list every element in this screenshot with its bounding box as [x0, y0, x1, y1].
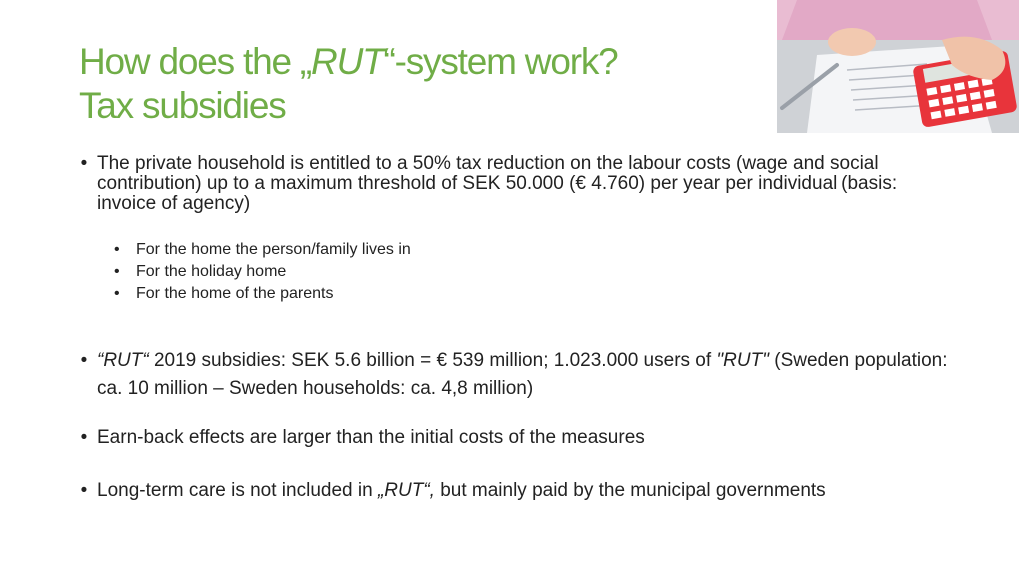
bullet-text: The private household is entitled to a 50% tax reduction on the labour costs (wage and social contribution) up to a maximum threshold of SEK 50.000 (€ 4.760) per year per individual (basis: invoice of agency) [97, 153, 898, 214]
title-line-2: Tax subsidies [79, 85, 286, 126]
sub-bullet-holiday-home: • For the holiday home [114, 263, 287, 280]
bullet-rut-2019: • “RUT“ 2019 subsidies: SEK 5.6 billion = € 539 million; 1.023.000 users of "RUT" (Sweden population: ca. 10 million – Sweden households: ca. 4,8 million) [80, 350, 948, 399]
title-line-1: How does the „RUT“-system work? [79, 41, 618, 82]
sub-bullet-parents-home: • For the home of the parents [114, 285, 334, 302]
bullet-tax-reduction [77, 154, 957, 214]
bullet-dot: • [80, 153, 88, 174]
bullet-long-term-care: • Long-term care is not included in „RUT“, but mainly paid by the municipal governments [80, 480, 826, 501]
calculator-photo-icon [777, 0, 1019, 133]
bullet-earn-back: • Earn-back effects are larger than the initial costs of the measures [80, 427, 645, 448]
slide-title [79, 40, 618, 128]
sub-bullet-home: • For the home the person/family lives in [114, 241, 411, 258]
